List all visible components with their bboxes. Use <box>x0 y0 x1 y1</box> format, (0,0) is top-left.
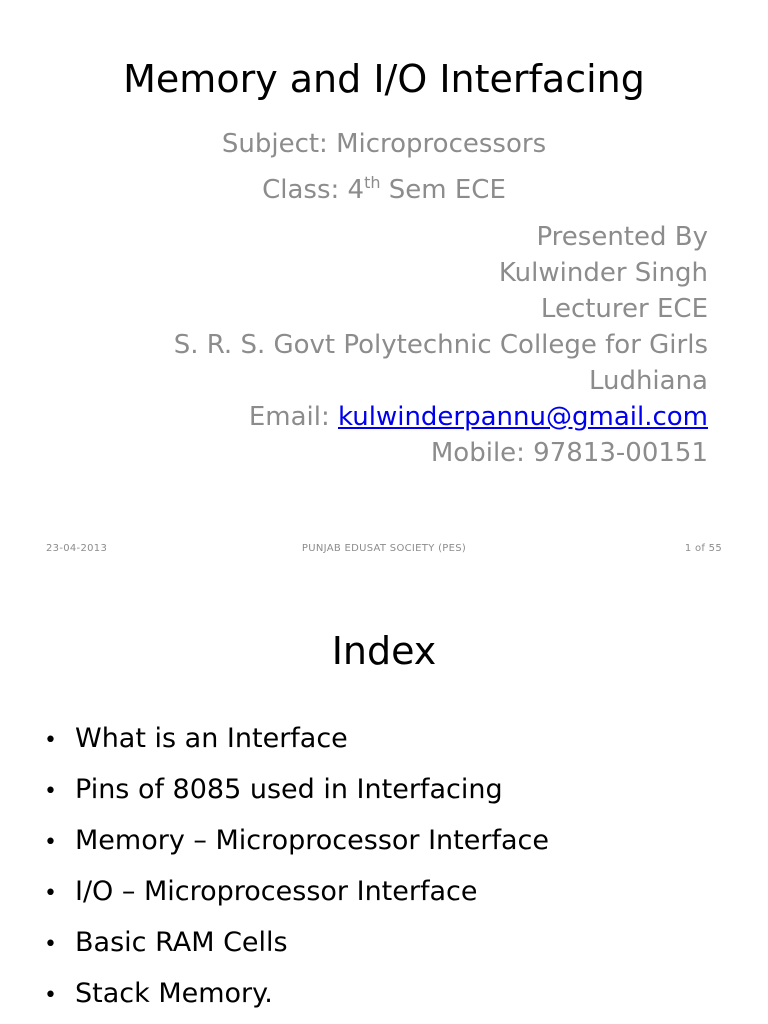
list-item <box>44 816 549 867</box>
footer-page-number: 1 of 55 <box>684 543 722 554</box>
slide-title: Memory and I/O Interfacing <box>123 57 645 101</box>
footer-organization: PUNJAB EDUSAT SOCIETY (PES) <box>301 543 467 554</box>
presenter-block <box>58 219 708 471</box>
subject-line: Subject: Microprocessors <box>221 129 547 159</box>
list-item <box>44 765 549 816</box>
class-line <box>0 173 768 207</box>
class-ordinal-suffix: th <box>364 173 381 192</box>
list-item <box>44 969 549 1020</box>
college-name: S. R. S. Govt Polytechnic College for Girls <box>173 330 708 360</box>
presenter-designation: Lecturer ECE <box>540 294 708 324</box>
bullet-icon: • <box>44 728 57 753</box>
list-item-text: Stack Memory. <box>75 978 273 1009</box>
bullet-icon: • <box>44 779 57 804</box>
mobile-line: Mobile: 97813-00151 <box>430 438 708 468</box>
index-title: Index <box>331 629 437 673</box>
list-item-text: Pins of 8085 used in Interfacing <box>75 774 503 805</box>
list-item <box>44 714 549 765</box>
list-item <box>44 867 549 918</box>
email-link[interactable]: kulwinderpannu@gmail.com <box>338 402 708 432</box>
footer-date: 23-04-2013 <box>46 543 108 554</box>
list-item-text: Memory – Microprocessor Interface <box>75 825 549 856</box>
class-suffix: Sem ECE <box>380 175 506 205</box>
bullet-icon: • <box>44 983 57 1008</box>
list-item-text: What is an Interface <box>75 723 348 754</box>
index-list <box>44 714 549 1020</box>
list-item-text: Basic RAM Cells <box>75 927 288 958</box>
list-item <box>44 918 549 969</box>
class-prefix: Class: 4 <box>262 175 365 205</box>
city-name: Ludhiana <box>588 366 708 396</box>
slide-2 <box>0 576 768 1024</box>
email-label: Email: <box>248 402 338 432</box>
bullet-icon: • <box>44 932 57 957</box>
presented-by: Presented By <box>536 222 708 252</box>
bullet-icon: • <box>44 830 57 855</box>
email-line <box>58 399 708 435</box>
list-item-text: I/O – Microprocessor Interface <box>75 876 478 907</box>
bullet-icon: • <box>44 881 57 906</box>
presenter-name: Kulwinder Singh <box>498 258 708 288</box>
